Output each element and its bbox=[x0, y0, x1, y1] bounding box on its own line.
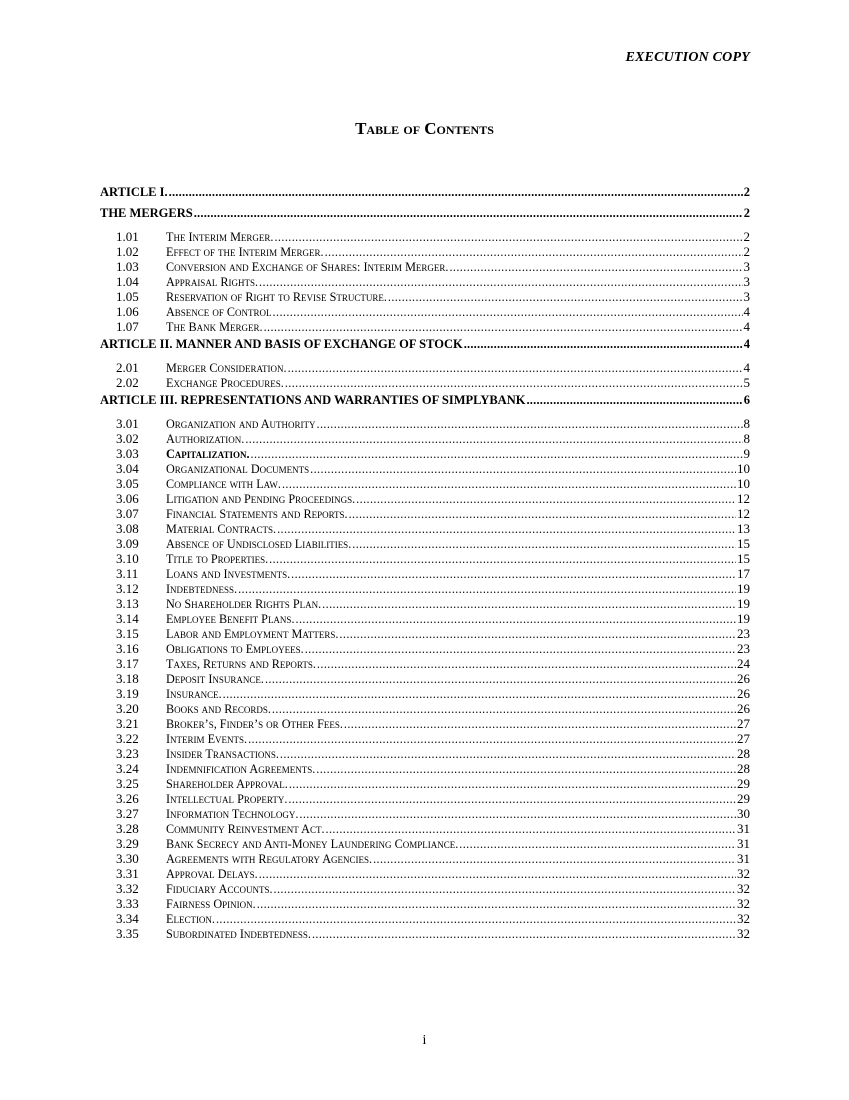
dot-leader bbox=[305, 642, 736, 656]
toc-section-number: 3.29 bbox=[116, 836, 139, 851]
dot-leader bbox=[464, 334, 743, 355]
toc-section-number: 3.32 bbox=[116, 881, 139, 896]
toc-section-row[interactable] bbox=[100, 446, 750, 461]
toc-section-row[interactable] bbox=[100, 641, 750, 656]
toc-article-1[interactable] bbox=[100, 182, 750, 203]
toc-article-label: ARTICLE I. bbox=[100, 185, 168, 199]
dot-leader bbox=[449, 260, 742, 274]
toc-section-row[interactable] bbox=[100, 581, 750, 596]
toc-page-number: 23 bbox=[737, 641, 750, 656]
toc-section-title: Conversion and Exchange of Shares: Interim Merger. bbox=[166, 260, 449, 274]
toc-section-row[interactable] bbox=[100, 566, 750, 581]
toc-article-1-title[interactable] bbox=[100, 203, 750, 224]
toc-page-number: 32 bbox=[737, 896, 750, 911]
toc-section-row[interactable] bbox=[100, 626, 750, 641]
toc-page-number: 4 bbox=[743, 360, 750, 375]
toc-section-number: 1.04 bbox=[116, 274, 139, 289]
toc-page-number: 28 bbox=[737, 746, 750, 761]
toc-section-number: 1.03 bbox=[116, 259, 139, 274]
toc-article-label: ARTICLE II. MANNER AND BASIS OF EXCHANGE OF STOCK bbox=[100, 337, 463, 351]
toc-page-number: 29 bbox=[737, 791, 750, 806]
toc-section-row[interactable] bbox=[100, 289, 750, 304]
toc-section-row[interactable] bbox=[100, 866, 750, 881]
toc-section-row[interactable] bbox=[100, 304, 750, 319]
dot-leader bbox=[273, 305, 743, 319]
toc-section-number: 1.02 bbox=[116, 244, 139, 259]
toc-section-title: Indemnification Agreements. bbox=[166, 762, 316, 776]
toc-sections-article-1 bbox=[100, 229, 750, 334]
toc-page-number: 6 bbox=[743, 393, 750, 407]
toc-page-number: 19 bbox=[737, 596, 750, 611]
toc-section-number: 3.08 bbox=[116, 521, 139, 536]
dot-leader bbox=[264, 320, 743, 334]
dot-leader bbox=[169, 182, 743, 203]
toc-section-title: Subordinated Indebtedness. bbox=[166, 927, 311, 941]
toc-section-number: 3.20 bbox=[116, 701, 139, 716]
toc-section-row[interactable] bbox=[100, 686, 750, 701]
dot-leader bbox=[326, 822, 736, 836]
toc-section-title: No Shareholder Rights Plan. bbox=[166, 597, 322, 611]
toc-section-number: 3.11 bbox=[116, 566, 139, 581]
dot-leader bbox=[285, 376, 743, 390]
toc-page-number: 12 bbox=[737, 491, 750, 506]
toc-section-title: Merger Consideration. bbox=[166, 361, 287, 375]
toc-section-row[interactable] bbox=[100, 926, 750, 941]
dot-leader bbox=[310, 462, 736, 476]
dot-leader bbox=[322, 597, 736, 611]
toc-section-number: 3.01 bbox=[116, 416, 139, 431]
toc-page-number: 26 bbox=[737, 686, 750, 701]
toc-section-number: 3.22 bbox=[116, 731, 139, 746]
toc-section-number: 3.14 bbox=[116, 611, 139, 626]
toc-section-title: Bank Secrecy and Anti-Money Laundering Compliance. bbox=[166, 837, 459, 851]
toc-section-title: Election. bbox=[166, 912, 215, 926]
dot-leader bbox=[259, 867, 736, 881]
dot-leader bbox=[259, 275, 742, 289]
toc-section-number: 1.05 bbox=[116, 289, 139, 304]
toc-page-number: 27 bbox=[737, 731, 750, 746]
toc-section-row[interactable] bbox=[100, 521, 750, 536]
toc-section-title: Effect of the Interim Merger. bbox=[166, 245, 324, 259]
toc-page-number: 28 bbox=[737, 761, 750, 776]
toc-section-row[interactable] bbox=[100, 536, 750, 551]
dot-leader bbox=[388, 290, 743, 304]
toc-page-number: 15 bbox=[737, 536, 750, 551]
page-number-footer: i bbox=[422, 1033, 427, 1048]
toc-page-number: 32 bbox=[737, 881, 750, 896]
toc-section-title: Taxes, Returns and Reports. bbox=[166, 657, 316, 671]
toc-section-number: 3.25 bbox=[116, 776, 139, 791]
toc-section-title: Reservation of Right to Revise Structure. bbox=[166, 290, 387, 304]
toc-section-row[interactable] bbox=[100, 259, 750, 274]
toc-section-number: 3.10 bbox=[116, 551, 139, 566]
dot-leader bbox=[280, 747, 736, 761]
toc-section-number: 3.02 bbox=[116, 431, 139, 446]
toc-page-number: 19 bbox=[737, 611, 750, 626]
toc-section-title: Material Contracts. bbox=[166, 522, 277, 536]
toc-section-number: 3.26 bbox=[116, 791, 139, 806]
toc-page-number: 19 bbox=[737, 581, 750, 596]
toc-sections-article-2 bbox=[100, 360, 750, 390]
dot-leader bbox=[257, 897, 736, 911]
dot-leader bbox=[373, 852, 736, 866]
toc-section-row[interactable] bbox=[100, 461, 750, 476]
toc-page-number: 27 bbox=[737, 716, 750, 731]
toc-section-title: Absence of Control bbox=[166, 305, 272, 319]
toc-page-number: 12 bbox=[737, 506, 750, 521]
dot-leader bbox=[312, 927, 736, 941]
toc-section-number: 2.02 bbox=[116, 375, 139, 390]
toc-section-title: Financial Statements and Reports. bbox=[166, 507, 348, 521]
toc-section-title: Shareholder Approval. bbox=[166, 777, 288, 791]
toc-page-number: 2 bbox=[743, 185, 750, 199]
toc-page-number: 31 bbox=[737, 836, 750, 851]
toc-section-number: 3.16 bbox=[116, 641, 139, 656]
toc-section-number: 3.23 bbox=[116, 746, 139, 761]
toc-section-row[interactable] bbox=[100, 491, 750, 506]
toc-page-number: 32 bbox=[737, 926, 750, 941]
toc-section-row[interactable] bbox=[100, 360, 750, 375]
toc-page-number: 31 bbox=[737, 821, 750, 836]
toc-section-number: 3.27 bbox=[116, 806, 139, 821]
dot-leader bbox=[299, 807, 736, 821]
toc-section-title: Insurance. bbox=[166, 687, 222, 701]
dot-leader bbox=[248, 732, 736, 746]
dot-leader bbox=[339, 627, 736, 641]
toc-section-title: Broker’s, Finder’s or Other Fees. bbox=[166, 717, 343, 731]
toc-section-title: Insider Transactions. bbox=[166, 747, 279, 761]
dot-leader bbox=[325, 245, 743, 259]
toc-section-row[interactable] bbox=[100, 821, 750, 836]
toc-article-3[interactable] bbox=[100, 390, 750, 411]
toc-section-number: 3.12 bbox=[116, 581, 139, 596]
toc-section-title: Deposit Insurance. bbox=[166, 672, 264, 686]
toc-page-number: 4 bbox=[743, 304, 750, 319]
toc-section-number: 3.28 bbox=[116, 821, 139, 836]
toc-page-number: 2 bbox=[743, 229, 750, 244]
toc-section-row[interactable] bbox=[100, 229, 750, 244]
toc-section-number: 3.24 bbox=[116, 761, 139, 776]
page-title: Table of Contents bbox=[355, 119, 494, 138]
toc-section-row[interactable] bbox=[100, 375, 750, 390]
dot-leader bbox=[194, 203, 743, 224]
dot-leader bbox=[317, 417, 743, 431]
toc-article-2[interactable] bbox=[100, 334, 750, 355]
toc-page-number: 29 bbox=[737, 776, 750, 791]
toc-page-number: 15 bbox=[737, 551, 750, 566]
toc-section-row[interactable] bbox=[100, 431, 750, 446]
dot-leader bbox=[288, 792, 736, 806]
toc-section-row[interactable] bbox=[100, 851, 750, 866]
toc-page-number: 4 bbox=[743, 319, 750, 334]
toc-page-number: 24 bbox=[737, 656, 750, 671]
toc-page-number: 26 bbox=[737, 701, 750, 716]
toc-section-title: Interim Events. bbox=[166, 732, 248, 746]
toc-section-number: 3.07 bbox=[116, 506, 139, 521]
toc-article-label: THE MERGERS bbox=[100, 206, 193, 220]
toc-page-number: 32 bbox=[737, 911, 750, 926]
toc-section-title: Information Technology. bbox=[166, 807, 299, 821]
toc-section-row[interactable] bbox=[100, 836, 750, 851]
dot-leader bbox=[265, 672, 736, 686]
toc-page-number: 23 bbox=[737, 626, 750, 641]
toc-section-number: 1.01 bbox=[116, 229, 139, 244]
toc-page-number: 3 bbox=[743, 289, 750, 304]
toc-section-row[interactable] bbox=[100, 551, 750, 566]
toc-section-row[interactable] bbox=[100, 776, 750, 791]
toc-section-number: 3.13 bbox=[116, 596, 139, 611]
toc-section-title: Absence of Undisclosed Liabilities. bbox=[166, 537, 352, 551]
toc-section-number: 3.04 bbox=[116, 461, 139, 476]
dot-leader bbox=[288, 361, 743, 375]
toc-section-title: Agreements with Regulatory Agencies. bbox=[166, 852, 373, 866]
toc-section-title: Approval Delays. bbox=[166, 867, 258, 881]
toc-page-number: 3 bbox=[743, 274, 750, 289]
toc-section-number: 3.06 bbox=[116, 491, 139, 506]
toc-section-row[interactable] bbox=[100, 911, 750, 926]
toc-section-row[interactable] bbox=[100, 476, 750, 491]
toc-section-number: 3.21 bbox=[116, 716, 139, 731]
toc-page-number: 32 bbox=[737, 866, 750, 881]
dot-leader bbox=[459, 837, 736, 851]
dot-leader bbox=[289, 777, 736, 791]
dot-leader bbox=[269, 552, 736, 566]
toc-section-number: 3.19 bbox=[116, 686, 139, 701]
toc-section-row[interactable] bbox=[100, 701, 750, 716]
dot-leader bbox=[272, 702, 736, 716]
toc-section-title: Fiduciary Accounts. bbox=[166, 882, 273, 896]
toc-article-label: ARTICLE III. REPRESENTATIONS AND WARRANTIES OF SIMPLYBANK bbox=[100, 393, 526, 407]
toc-section-row[interactable] bbox=[100, 791, 750, 806]
toc-section-title: Organizational Documents bbox=[166, 462, 310, 476]
toc-page-number: 5 bbox=[743, 375, 750, 390]
toc-section-title: Title to Properties. bbox=[166, 552, 269, 566]
toc-section-number: 3.31 bbox=[116, 866, 139, 881]
execution-copy-header: EXECUTION COPY bbox=[625, 50, 750, 65]
toc-section-row[interactable] bbox=[100, 319, 750, 334]
dot-leader bbox=[291, 567, 736, 581]
toc-section-row[interactable] bbox=[100, 896, 750, 911]
toc-section-number: 3.34 bbox=[116, 911, 139, 926]
dot-leader bbox=[282, 477, 736, 491]
toc-section-row[interactable] bbox=[100, 416, 750, 431]
toc-section-title: Labor and Employment Matters. bbox=[166, 627, 339, 641]
toc-section-row[interactable] bbox=[100, 596, 750, 611]
toc-page-number: 13 bbox=[737, 521, 750, 536]
toc-section-row[interactable] bbox=[100, 506, 750, 521]
toc-section-row[interactable] bbox=[100, 881, 750, 896]
toc-section-title: Intellectual Property. bbox=[166, 792, 288, 806]
toc-page-number: 8 bbox=[743, 416, 750, 431]
toc-section-number: 3.30 bbox=[116, 851, 139, 866]
toc-section-number: 3.17 bbox=[116, 656, 139, 671]
toc-page-number: 17 bbox=[737, 566, 750, 581]
toc-section-title: Obligations to Employees. bbox=[166, 642, 304, 656]
dot-leader bbox=[317, 657, 736, 671]
toc-section-title: The Bank Merger. bbox=[166, 320, 263, 334]
toc-page-number: 10 bbox=[737, 476, 750, 491]
table-of-contents bbox=[100, 182, 750, 941]
toc-section-number: 3.18 bbox=[116, 671, 139, 686]
toc-section-number: 3.35 bbox=[116, 926, 139, 941]
toc-section-row[interactable] bbox=[100, 761, 750, 776]
toc-section-title: Appraisal Rights. bbox=[166, 275, 259, 289]
toc-section-title: Fairness Opinion. bbox=[166, 897, 256, 911]
dot-leader bbox=[344, 717, 736, 731]
toc-section-row[interactable] bbox=[100, 611, 750, 626]
toc-page-number: 2 bbox=[743, 206, 750, 220]
toc-section-title: Authorization. bbox=[166, 432, 245, 446]
dot-leader bbox=[296, 612, 737, 626]
toc-page-number: 3 bbox=[743, 259, 750, 274]
dot-leader bbox=[223, 687, 736, 701]
dot-leader bbox=[526, 390, 742, 411]
toc-page-number: 8 bbox=[743, 431, 750, 446]
dot-leader bbox=[277, 522, 736, 536]
toc-section-number: 3.05 bbox=[116, 476, 139, 491]
toc-section-title: Books and Records. bbox=[166, 702, 271, 716]
dot-leader bbox=[216, 912, 736, 926]
toc-section-title: Compliance with Law. bbox=[166, 477, 281, 491]
toc-page-number: 4 bbox=[743, 337, 750, 351]
dot-leader bbox=[238, 582, 736, 596]
toc-section-title: Community Reinvestment Act. bbox=[166, 822, 325, 836]
toc-section-row[interactable] bbox=[100, 656, 750, 671]
dot-leader bbox=[349, 507, 736, 521]
toc-section-number: 3.33 bbox=[116, 896, 139, 911]
toc-section-title: Litigation and Pending Proceedings. bbox=[166, 492, 356, 506]
dot-leader bbox=[352, 537, 736, 551]
toc-section-number: 3.03 bbox=[116, 446, 139, 461]
dot-leader bbox=[251, 447, 743, 461]
toc-section-row[interactable] bbox=[100, 244, 750, 259]
toc-section-number: 1.07 bbox=[116, 319, 139, 334]
toc-section-title: Loans and Investments. bbox=[166, 567, 291, 581]
toc-section-number: 1.06 bbox=[116, 304, 139, 319]
toc-section-row[interactable] bbox=[100, 274, 750, 289]
dot-leader bbox=[274, 230, 742, 244]
toc-page-number: 31 bbox=[737, 851, 750, 866]
toc-section-number: 3.15 bbox=[116, 626, 139, 641]
toc-page-number: 10 bbox=[737, 461, 750, 476]
toc-section-number: 3.09 bbox=[116, 536, 139, 551]
toc-section-title: Indebtedness. bbox=[166, 582, 238, 596]
toc-section-title: Organization and Authority bbox=[166, 417, 316, 431]
dot-leader bbox=[274, 882, 736, 896]
toc-page-number: 30 bbox=[737, 806, 750, 821]
dot-leader bbox=[356, 492, 736, 506]
toc-sections-article-3 bbox=[100, 416, 750, 941]
toc-section-row[interactable] bbox=[100, 716, 750, 731]
toc-section-title: Exchange Procedures. bbox=[166, 376, 284, 390]
toc-page-number: 2 bbox=[743, 244, 750, 259]
toc-section-row[interactable] bbox=[100, 806, 750, 821]
toc-page-number: 26 bbox=[737, 671, 750, 686]
toc-section-row[interactable] bbox=[100, 746, 750, 761]
toc-section-title: The Interim Merger. bbox=[166, 230, 274, 244]
toc-section-row[interactable] bbox=[100, 671, 750, 686]
dot-leader bbox=[245, 432, 742, 446]
toc-section-title: Capitalization. bbox=[166, 447, 250, 461]
dot-leader bbox=[316, 762, 736, 776]
toc-page-number: 9 bbox=[743, 446, 750, 461]
toc-section-row[interactable] bbox=[100, 731, 750, 746]
toc-section-title: Employee Benefit Plans. bbox=[166, 612, 295, 626]
toc-section-number: 2.01 bbox=[116, 360, 139, 375]
